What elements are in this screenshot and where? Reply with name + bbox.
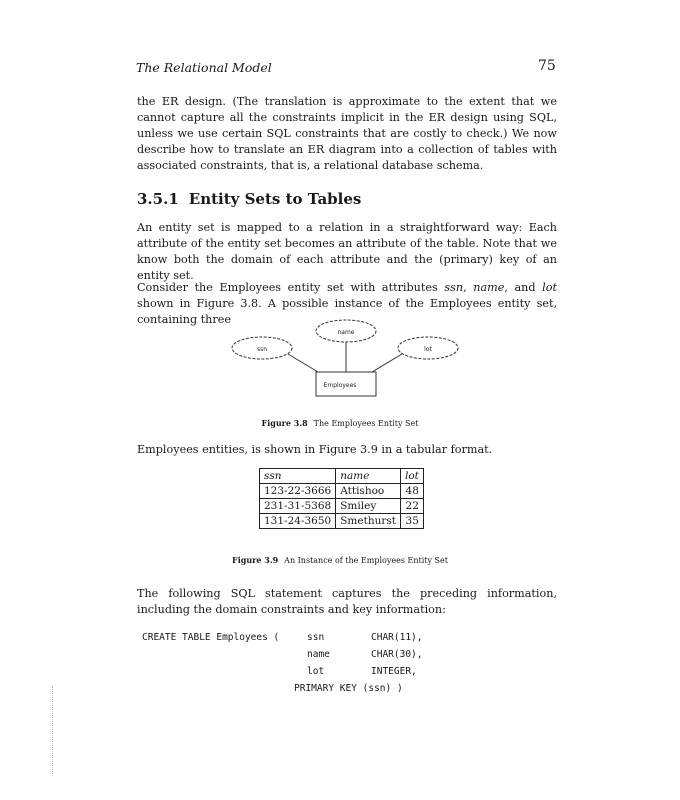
sql-line-2b: name xyxy=(307,649,330,660)
running-header: The Relational Model xyxy=(136,60,272,75)
sql-line-1c: CHAR(11), xyxy=(371,632,423,643)
paragraph-entity-sets-text: An entity set is mapped to a relation in a straightforward way: Each attribute of the entity set becomes an attribute of the table. Note that we know both the domain of each attribute and the (primary) key of an entity set. xyxy=(137,221,557,282)
cell-ssn: 123-22-3666 xyxy=(260,484,336,499)
link-ssn xyxy=(288,354,318,372)
sql-line-2c: CHAR(30), xyxy=(371,649,423,660)
sql-line-1a: CREATE TABLE Employees ( xyxy=(142,632,280,643)
scan-margin-mark xyxy=(52,686,54,776)
er-label-name: name xyxy=(337,329,355,336)
figure-3-9-text: An Instance of the Employees Entity Set xyxy=(284,556,448,565)
table-row xyxy=(260,499,424,514)
sql-line-3c: INTEGER, xyxy=(371,666,417,677)
attr-lot-inline: lot xyxy=(542,281,557,294)
cell-lot: 22 xyxy=(400,499,423,514)
p3-prefix: Consider the Employees entity set with attributes xyxy=(137,281,445,294)
section-title: Entity Sets to Tables xyxy=(188,190,362,208)
link-lot xyxy=(372,354,402,372)
paragraph-sql-text: The following SQL statement captures the preceding information, including the domain constraints and key information: xyxy=(137,587,557,616)
p3-and: , and xyxy=(504,281,543,294)
er-label-lot: lot xyxy=(424,346,432,353)
er-label-employees: Employees xyxy=(323,382,357,389)
sql-line-4: PRIMARY KEY (ssn) ) xyxy=(294,683,403,694)
cell-name: Smethurst xyxy=(336,514,401,529)
column-header-ssn: ssn xyxy=(260,469,336,484)
attr-name-inline: name xyxy=(473,281,505,294)
sql-line-1b: ssn xyxy=(307,632,325,643)
sql-line-3b: lot xyxy=(307,666,325,677)
figure-3-9-label: Figure 3.9 xyxy=(232,555,279,565)
figure-3-8-text: The Employees Entity Set xyxy=(313,419,419,428)
cell-ssn: 131-24-3650 xyxy=(260,514,336,529)
paragraph-intro-text: the ER design. (The translation is approximate to the extent that we cannot capture all the constraints implicit in the ER design using SQL, unless we use certain SQL constraints that are costly to check.) We now describe how to translate an ER diagram into a collection of tables with associated constraints, that is, a relational database schema. xyxy=(137,95,557,172)
cell-name: Smiley xyxy=(336,499,401,514)
paragraph-tabular xyxy=(137,442,557,458)
table-row xyxy=(260,514,424,529)
p3-suffix: shown in Figure 3.8. A possible instance of the Employees entity set, containing three xyxy=(137,297,557,326)
column-header-lot: lot xyxy=(400,469,423,484)
paragraph-tabular-text: Employees entities, is shown in Figure 3.9 in a tabular format. xyxy=(137,443,493,456)
paragraph-sql xyxy=(137,586,557,618)
section-number: 3.5.1 xyxy=(137,190,179,208)
p3-comma: , xyxy=(463,281,474,294)
cell-name: Attishoo xyxy=(336,484,401,499)
er-label-ssn: ssn xyxy=(256,346,268,353)
column-header-name: name xyxy=(336,469,401,484)
cell-lot: 48 xyxy=(400,484,423,499)
cell-lot: 35 xyxy=(400,514,423,529)
table-row xyxy=(260,484,424,499)
table-header-row xyxy=(260,469,424,484)
figure-3-8-caption xyxy=(0,418,680,428)
figure-3-8-label: Figure 3.8 xyxy=(261,418,308,428)
attr-ssn-inline: ssn xyxy=(444,281,464,294)
page-number: 75 xyxy=(538,58,556,74)
figure-3-9-caption xyxy=(0,555,680,565)
cell-ssn: 231-31-5368 xyxy=(260,499,336,514)
employees-table xyxy=(259,468,424,529)
